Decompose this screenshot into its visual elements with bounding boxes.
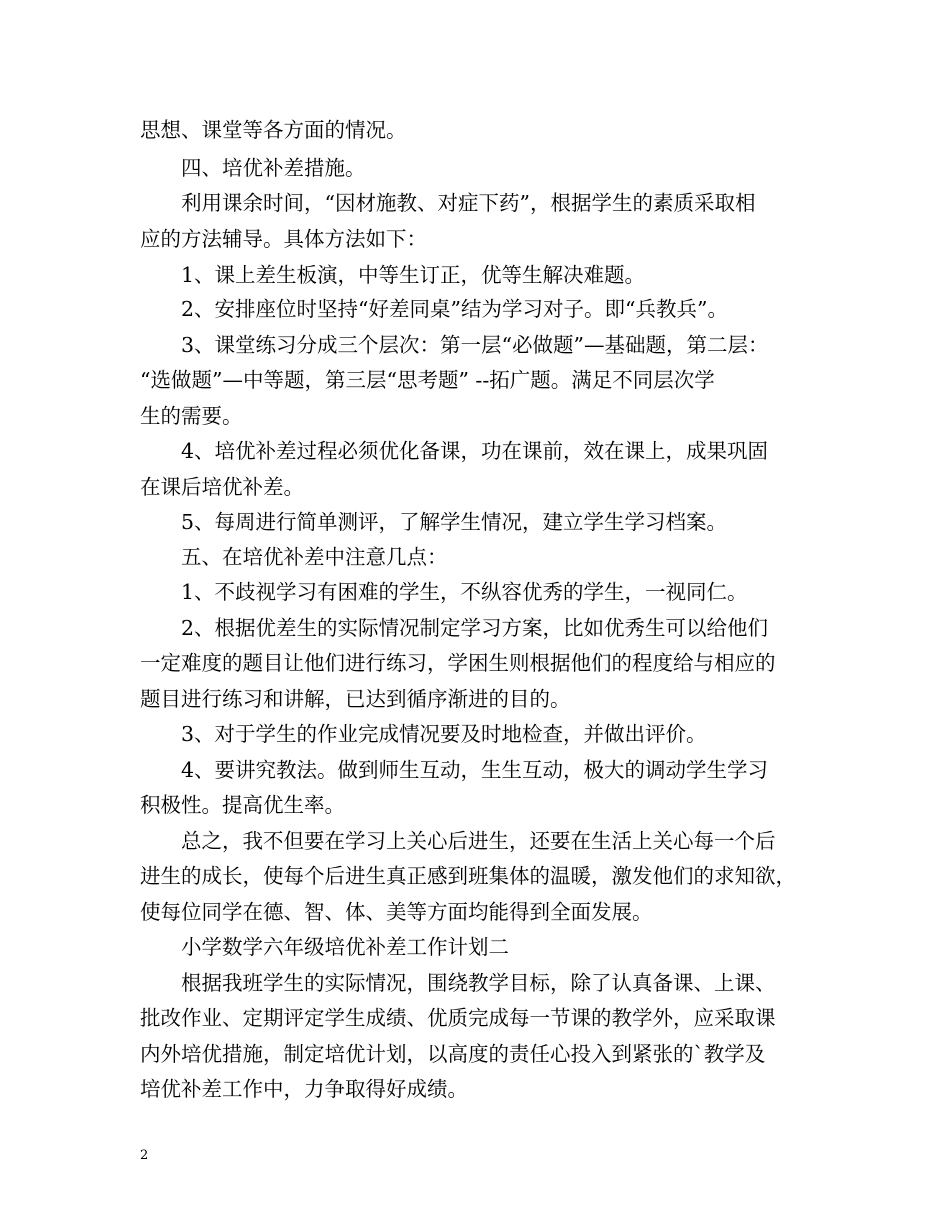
section-heading: 五、在培优补差中注意几点： [181,545,448,569]
paragraph-line: “选做题”—中等题，第三层“思考题” --拓广题。满足不同层次学 [140,368,715,392]
section-title: 小学数学六年级培优补差工作计划二 [181,935,509,959]
paragraph-line: 批改作业、定期评定学生成绩、优质完成每一节课的教学外，应采取课 [140,1006,776,1030]
list-item: 3、课堂练习分成三个层次：第一层“必做题”—基础题，第二层： [181,333,769,357]
list-item: 2、安排座位时坚持“好差同桌”结为学习对子。即“兵教兵”。 [181,297,728,321]
list-item: 2、根据优差生的实际情况制定学习方案，比如优秀生可以给他们 [181,616,769,640]
paragraph-line: 利用课余时间，“因材施教、对症下药”，根据学生的素质采取相 [181,191,756,215]
list-item: 1、课上差生板演，中等生订正，优等生解决难题。 [181,263,646,287]
paragraph-line: 思想、课堂等各方面的情况。 [140,118,407,142]
list-item: 1、不歧视学习有困难的学生，不纵容优秀的学生，一视同仁。 [181,580,748,604]
paragraph-line: 积极性。提高优生率。 [140,793,345,817]
list-item: 4、培优补差过程必须优化备课，功在课前，效在课上，成果巩固 [181,439,769,463]
list-item: 5、每周进行简单测评，了解学生情况，建立学生学习档案。 [181,510,728,534]
paragraph-line: 生的需要。 [140,404,243,428]
paragraph-line: 进生的成长，使每个后进生真正感到班集体的温暖，激发他们的求知欲， [140,864,796,888]
paragraph-line: 使每位同学在德、智、体、美等方面均能得到全面发展。 [140,900,653,924]
paragraph-line: 总之，我不但要在学习上关心后进生，还要在生活上关心每一个后 [181,829,776,853]
paragraph-line: 根据我班学生的实际情况，围绕教学目标，除了认真备课、上课、 [181,971,776,995]
page-number: 2 [140,1148,149,1163]
section-heading: 四、培优补差措施。 [181,156,366,180]
paragraph-line: 应的方法辅导。具体方法如下： [140,227,427,251]
paragraph-line: 题目进行练习和讲解，已达到循序渐进的目的。 [140,687,571,711]
paragraph-line: 在课后培优补差。 [140,475,304,499]
list-item: 4、要讲究教法。做到师生互动，生生互动，极大的调动学生学习 [181,758,769,782]
list-item: 3、对于学生的作业完成情况要及时地检查，并做出评价。 [181,722,707,746]
paragraph-line: 培优补差工作中，力争取得好成绩。 [140,1077,468,1101]
paragraph-line: 内外培优措施，制定培优计划，以高度的责任心投入到紧张的`教学及 [140,1042,766,1066]
paragraph-line: 一定难度的题目让他们进行练习，学困生则根据他们的程度给与相应的 [140,651,776,675]
